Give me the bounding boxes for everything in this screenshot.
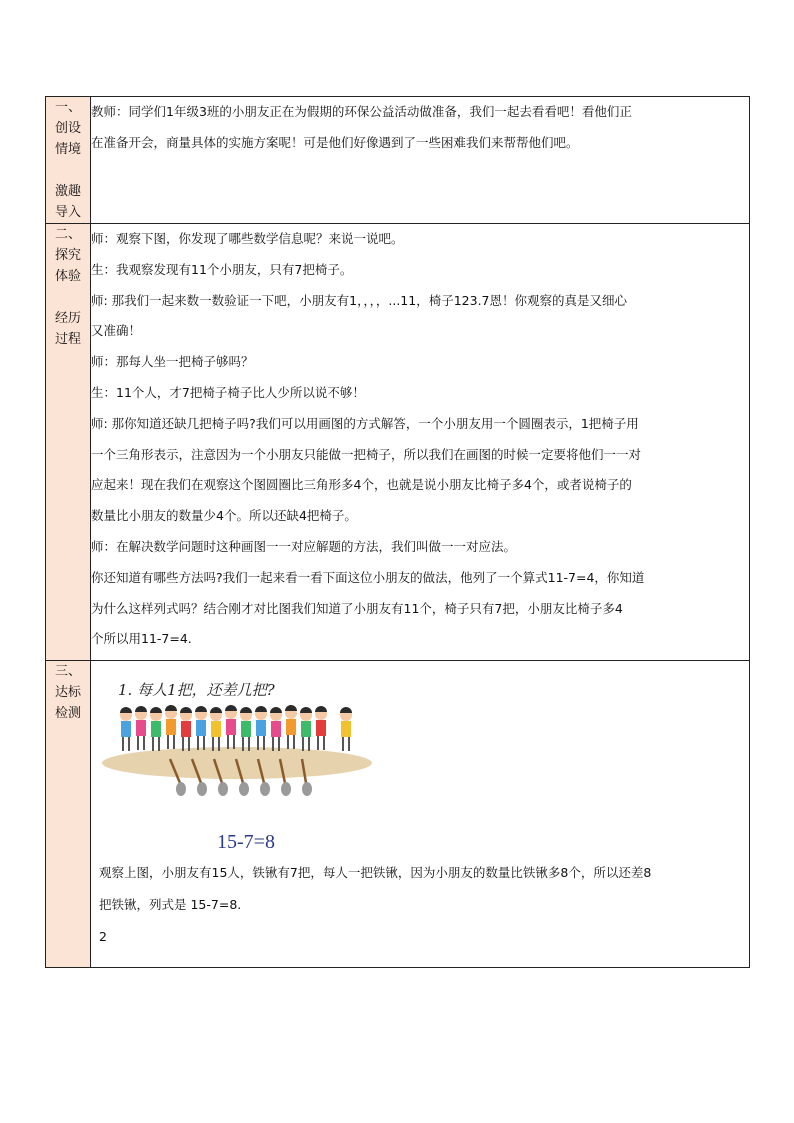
label-line: 一、	[54, 100, 81, 115]
text-line: 又准确！	[91, 323, 142, 339]
exercise-formula: 15-7=8	[217, 831, 275, 853]
label-line: 三、	[54, 664, 81, 679]
text-line: 观察上图，小朋友有15人，铁锹有7把，每人一把铁锹，因为小朋友的数量比铁锹多8个，所以还差8	[99, 865, 652, 880]
text-line: 在准备开会，商量具体的实施方案呢！可是他们好像遇到了一些困难我们来帮帮他们吧。	[91, 134, 579, 150]
label-line: 体验	[54, 269, 81, 284]
label-line: 二、	[54, 227, 81, 242]
text-line: 生：我观察发现有11个小朋友，只有7把椅子。	[91, 261, 353, 277]
label-line: 创设	[54, 121, 81, 136]
label-line: 激趣	[54, 184, 81, 199]
label-line: 经历	[54, 311, 81, 326]
text-line: 师: 那你知道还缺几把椅子吗?我们可以用画图的方式解答，一个小朋友用一个圆圈表示，1把椅子用	[91, 415, 639, 431]
section-3-content	[91, 661, 750, 968]
label-line: 导入	[54, 205, 81, 220]
label-line: 过程	[54, 332, 81, 347]
text-line: 生：11个人，才7把椅子椅子比人少所以说不够！	[91, 384, 365, 400]
observation-text	[99, 857, 741, 921]
section-row-2	[46, 224, 750, 661]
text-line: 师：在解决数学问题时这种画图一一对应解题的方法，我们叫做一一对应法。	[91, 538, 517, 554]
text-line: 把铁锹，列式是 15-7=8.	[99, 897, 242, 912]
lesson-plan-table	[45, 96, 750, 968]
text-line: 教师：同学们1年级3班的小朋友正在为假期的环保公益活动做准备，我们一起去看看吧！看他们正	[91, 104, 632, 119]
text-line: 数量比小朋友的数量少4个。所以还缺4把椅子。	[91, 508, 357, 524]
section-2-label	[46, 224, 91, 661]
label-line: 探究	[54, 248, 81, 263]
section-row-3	[46, 661, 750, 968]
section-2-content	[91, 224, 750, 661]
section-1-content	[91, 97, 750, 224]
text-line: 个所以用11-7=4.	[91, 631, 192, 647]
text-line: 应起来！现在我们在观察这个图圆圈比三角形多4个，也就是说小朋友比椅子多4个，或者说椅子的	[91, 477, 632, 493]
exercise-title: 1. 每人1把，还差几把?	[118, 681, 275, 699]
children-shovels-illustration	[100, 701, 374, 809]
children-group	[120, 705, 352, 751]
section-row-1	[46, 97, 750, 224]
text-line: 师: 那我们一起来数一数验证一下吧，小朋友有1，，，，...11，椅子123.7恩！你观察的真是又细心	[91, 292, 628, 308]
label-line: 达标	[54, 685, 81, 700]
label-line: 情境	[54, 142, 81, 157]
section-1-label	[46, 97, 91, 224]
page-number: 2	[99, 929, 107, 944]
text-line: 你还知道有哪些方法吗?我们一起来看一看下面这位小朋友的做法，他列了一个算式11-7=4，你知道	[91, 569, 645, 585]
text-line: 一个三角形表示，注意因为一个小朋友只能做一把椅子，所以我们在画图的时候一定要将他们一一对	[91, 446, 642, 462]
section-3-label	[46, 661, 91, 968]
text-line: 为什么这样列式吗？结合刚才对比图我们知道了小朋友有11个，椅子只有7把，小朋友比椅子多4	[91, 600, 623, 616]
text-line: 师：那每人坐一把椅子够吗？	[91, 354, 254, 370]
label-line: 检测	[54, 706, 81, 721]
text-line: 师：观察下图，你发现了哪些数学信息呢？来说一说吧。	[91, 231, 404, 246]
